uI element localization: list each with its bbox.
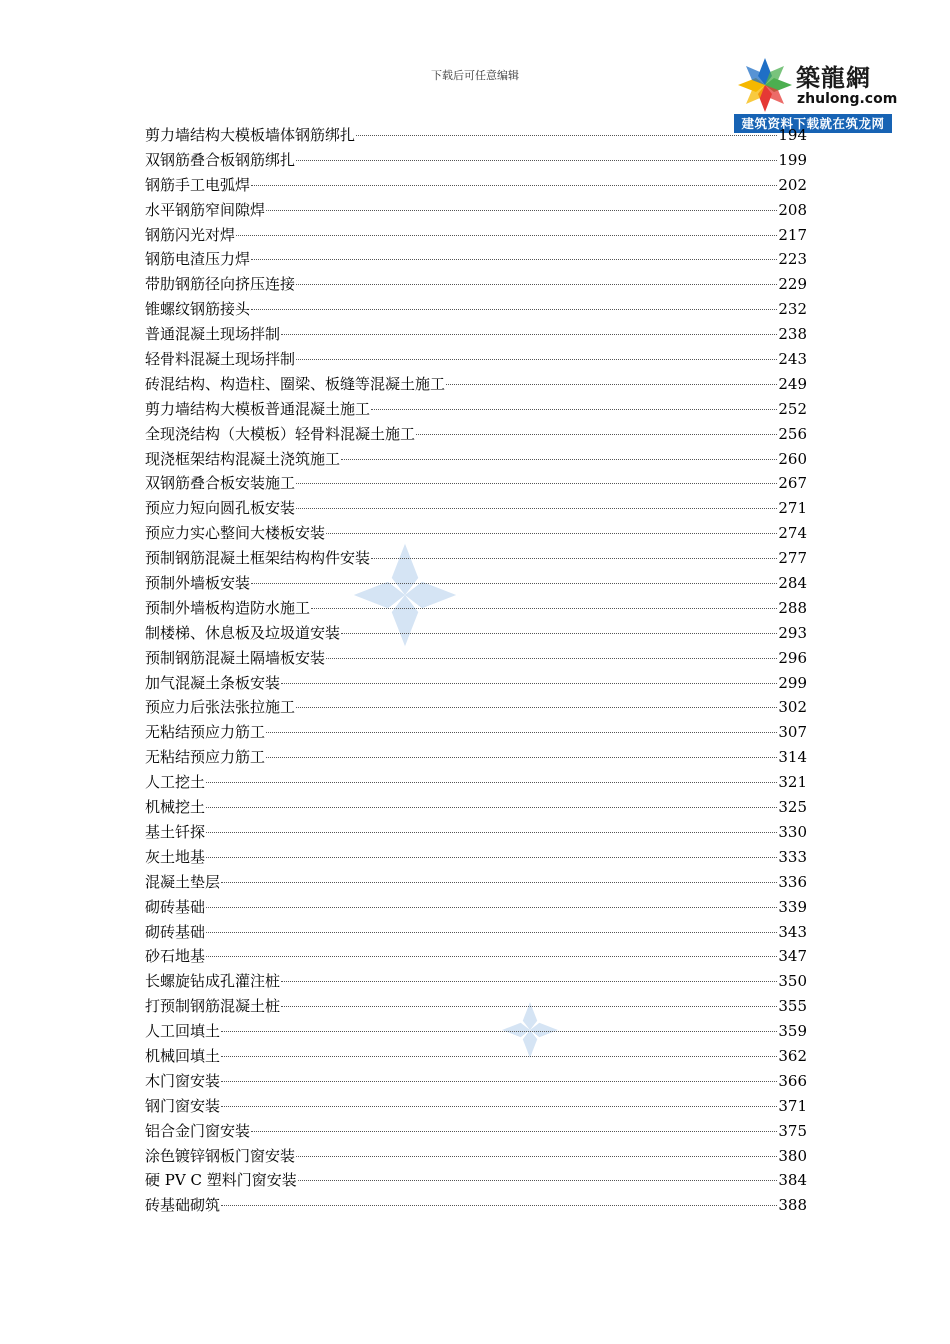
toc-dot-leader [281,683,777,684]
toc-entry[interactable] [145,123,807,148]
toc-dot-leader [206,907,777,908]
toc-entry-page-number: 380 [778,1146,807,1165]
toc-entry-page-number: 202 [778,175,807,194]
toc-entry-title: 硬 PV C 塑料门窗安装 [145,1171,297,1190]
toc-entry-title: 打预制钢筋混凝土桩 [145,997,281,1016]
toc-entry[interactable] [145,621,807,646]
toc-dot-leader [221,1106,777,1107]
toc-entry-title: 带肋钢筋径向挤压连接 [145,275,296,294]
toc-entry-page-number: 208 [778,200,807,219]
toc-entry[interactable] [145,397,807,422]
toc-entry-page-number: 274 [778,524,807,543]
toc-entry[interactable] [145,223,807,248]
toc-entry-page-number: 314 [778,748,807,767]
toc-entry-title: 现浇框架结构混凝土浇筑施工 [145,449,341,468]
toc-dot-leader [296,160,777,161]
toc-entry-title: 人工回填土 [145,1022,221,1041]
toc-entry[interactable] [145,148,807,173]
toc-entry-page-number: 232 [778,300,807,319]
toc-dot-leader [296,359,777,360]
toc-entry-title: 预制外墙板构造防水施工 [145,598,311,617]
toc-entry-title: 加气混凝土条板安装 [145,673,281,692]
toc-dot-leader [446,384,777,385]
page-header-note: 下载后可任意编辑 [431,69,519,82]
toc-entry[interactable] [145,1044,807,1069]
toc-entry[interactable] [145,173,807,198]
toc-dot-leader [221,1081,777,1082]
toc-dot-leader [251,1131,777,1132]
toc-entry-title: 制楼梯、休息板及垃圾道安装 [145,623,341,642]
toc-dot-leader [251,309,777,310]
toc-entry-page-number: 384 [778,1171,807,1190]
toc-entry[interactable] [145,198,807,223]
toc-dot-leader [296,707,777,708]
toc-dot-leader [281,981,777,982]
toc-dot-leader [416,434,777,435]
toc-entry[interactable] [145,745,807,770]
toc-entry-page-number: 252 [778,399,807,418]
toc-entry[interactable] [145,1094,807,1119]
toc-entry-page-number: 217 [778,225,807,244]
toc-entry-page-number: 350 [778,972,807,991]
toc-dot-leader [266,210,777,211]
toc-dot-leader [221,1031,777,1032]
toc-entry-title: 预应力实心整间大楼板安装 [145,524,326,543]
toc-dot-leader [356,135,777,136]
toc-dot-leader [236,235,777,236]
toc-entry-title: 预制钢筋混凝土框架结构构件安装 [145,549,371,568]
toc-dot-leader [206,932,777,933]
toc-entry-page-number: 339 [778,897,807,916]
toc-entry-title: 砌砖基础 [145,922,206,941]
toc-dot-leader [266,757,777,758]
toc-entry[interactable] [145,596,807,621]
toc-entry[interactable] [145,471,807,496]
toc-entry-title: 铝合金门窗安装 [145,1121,251,1140]
toc-dot-leader [341,459,777,460]
toc-entry-title: 无粘结预应力筋工 [145,723,266,742]
toc-dot-leader [326,658,777,659]
toc-dot-leader [251,185,777,186]
toc-entry-page-number: 371 [778,1096,807,1115]
toc-entry-page-number: 307 [778,723,807,742]
toc-dot-leader [341,633,777,634]
toc-entry-title: 灰土地基 [145,847,206,866]
toc-entry-page-number: 249 [778,374,807,393]
toc-dot-leader [298,1180,778,1181]
toc-entry[interactable] [145,1168,807,1193]
toc-dot-leader [206,857,777,858]
toc-entry-title: 基土钎探 [145,822,206,841]
toc-entry[interactable] [145,347,807,372]
toc-entry[interactable] [145,372,807,397]
toc-entry-page-number: 296 [778,648,807,667]
toc-entry-title: 人工挖土 [145,773,206,792]
toc-entry-page-number: 194 [778,126,807,144]
toc-entry[interactable] [145,272,807,297]
toc-entry-title: 锥螺纹钢筋接头 [145,300,251,319]
toc-entry-title: 钢筋手工电弧焊 [145,175,251,194]
toc-dot-leader [296,483,777,484]
toc-entry[interactable] [145,1019,807,1044]
toc-entry[interactable] [145,671,807,696]
toc-entry[interactable] [145,247,807,272]
logo-english-name: zhulong.com [797,91,898,107]
toc-entry-title: 预应力后张法张拉施工 [145,698,296,717]
toc-dot-leader [221,882,777,883]
toc-dot-leader [281,1006,777,1007]
toc-entry-title: 机械回填土 [145,1046,221,1065]
toc-entry-page-number: 321 [778,773,807,792]
toc-dot-leader [206,832,777,833]
toc-dot-leader [371,558,777,559]
toc-entry-title: 木门窗安装 [145,1071,221,1090]
toc-entry[interactable] [145,422,807,447]
logo-slogan: 建筑资料下载就在筑龙网 [734,114,892,133]
toc-entry[interactable] [145,944,807,969]
toc-entry[interactable] [145,1119,807,1144]
toc-entry-page-number: 347 [778,947,807,966]
toc-dot-leader [371,409,777,410]
toc-dot-leader [206,956,777,957]
toc-entry[interactable] [145,297,807,322]
toc-entry-title: 机械挖土 [145,798,206,817]
toc-dot-leader [251,259,777,260]
toc-dot-leader [296,508,777,509]
toc-entry[interactable] [145,695,807,720]
toc-entry-page-number: 299 [778,673,807,692]
logo-chinese-name: 築龍網 [796,63,871,92]
toc-dot-leader [266,732,777,733]
toc-dot-leader [296,1156,777,1157]
toc-entry[interactable] [145,521,807,546]
toc-entry-page-number: 359 [778,1022,807,1041]
table-of-contents [145,123,807,1218]
toc-entry-page-number: 267 [778,474,807,493]
toc-entry[interactable] [145,322,807,347]
toc-entry-title: 双钢筋叠合板安装施工 [145,474,296,493]
toc-entry-page-number: 243 [778,350,807,369]
toc-entry[interactable] [145,720,807,745]
toc-entry-page-number: 302 [778,698,807,717]
toc-entry-page-number: 288 [778,598,807,617]
toc-entry-title: 双钢筋叠合板钢筋绑扎 [145,150,296,169]
toc-entry[interactable] [145,795,807,820]
toc-entry[interactable] [145,845,807,870]
toc-entry-page-number: 366 [778,1071,807,1090]
toc-entry-page-number: 362 [778,1046,807,1065]
toc-entry[interactable] [145,447,807,472]
toc-entry-title: 砂石地基 [145,947,206,966]
toc-entry-page-number: 229 [778,275,807,294]
toc-entry-title: 预制外墙板安装 [145,574,251,593]
toc-entry-title: 全现浇结构（大模板）轻骨料混凝土施工 [145,424,416,443]
pinwheel-logo-icon [736,56,794,114]
toc-entry[interactable] [145,770,807,795]
toc-entry-title: 预应力短向圆孔板安装 [145,499,296,518]
toc-entry[interactable] [145,496,807,521]
toc-entry[interactable] [145,1144,807,1169]
toc-dot-leader [311,608,777,609]
toc-entry-title: 砖基础砌筑 [145,1196,221,1215]
toc-entry-page-number: 223 [778,250,807,269]
toc-entry[interactable] [145,646,807,671]
toc-dot-leader [221,1205,777,1206]
toc-entry-title: 钢门窗安装 [145,1096,221,1115]
toc-entry-title: 砌砖基础 [145,897,206,916]
toc-entry-page-number: 293 [778,623,807,642]
toc-dot-leader [296,284,777,285]
toc-entry-page-number: 333 [778,847,807,866]
toc-entry-title: 水平钢筋窄间隙焊 [145,200,266,219]
toc-entry-page-number: 277 [778,549,807,568]
toc-entry-title: 钢筋电渣压力焊 [145,250,251,269]
toc-entry-title: 涂色镀锌钢板门窗安装 [145,1146,296,1165]
toc-entry[interactable] [145,1069,807,1094]
toc-entry-title: 钢筋闪光对焊 [145,225,236,244]
toc-entry-title: 无粘结预应力筋工 [145,748,266,767]
toc-entry-page-number: 330 [778,822,807,841]
toc-entry-page-number: 238 [778,325,807,344]
toc-entry-page-number: 325 [778,798,807,817]
toc-entry[interactable] [145,994,807,1019]
toc-entry[interactable] [145,920,807,945]
toc-entry-page-number: 343 [778,922,807,941]
toc-entry-page-number: 256 [778,424,807,443]
toc-entry[interactable] [145,571,807,596]
toc-entry-page-number: 355 [778,997,807,1016]
toc-dot-leader [206,782,777,783]
toc-entry-page-number: 260 [778,449,807,468]
toc-entry[interactable] [145,969,807,994]
toc-entry-title: 剪力墙结构大模板墙体钢筋绑扎 [145,126,356,144]
toc-dot-leader [281,334,777,335]
toc-entry-page-number: 271 [778,499,807,518]
toc-entry[interactable] [145,895,807,920]
toc-entry-page-number: 375 [778,1121,807,1140]
toc-entry-title: 剪力墙结构大模板普通混凝土施工 [145,399,371,418]
toc-dot-leader [221,1056,777,1057]
toc-entry-page-number: 388 [778,1196,807,1215]
toc-entry[interactable] [145,1193,807,1218]
toc-entry-page-number: 284 [778,574,807,593]
toc-entry[interactable] [145,870,807,895]
toc-entry-title: 轻骨料混凝土现场拌制 [145,350,296,369]
toc-entry-page-number: 199 [778,150,807,169]
toc-entry-title: 普通混凝土现场拌制 [145,325,281,344]
toc-dot-leader [206,807,777,808]
toc-entry-title: 长螺旋钻成孔灌注桩 [145,972,281,991]
toc-dot-leader [251,583,777,584]
toc-entry-title: 预制钢筋混凝土隔墙板安装 [145,648,326,667]
toc-entry-title: 砖混结构、构造柱、圈梁、板缝等混凝土施工 [145,374,446,393]
toc-entry-page-number: 336 [778,872,807,891]
toc-entry-title: 混凝土垫层 [145,872,221,891]
toc-dot-leader [326,533,777,534]
toc-entry[interactable] [145,820,807,845]
toc-entry[interactable] [145,546,807,571]
